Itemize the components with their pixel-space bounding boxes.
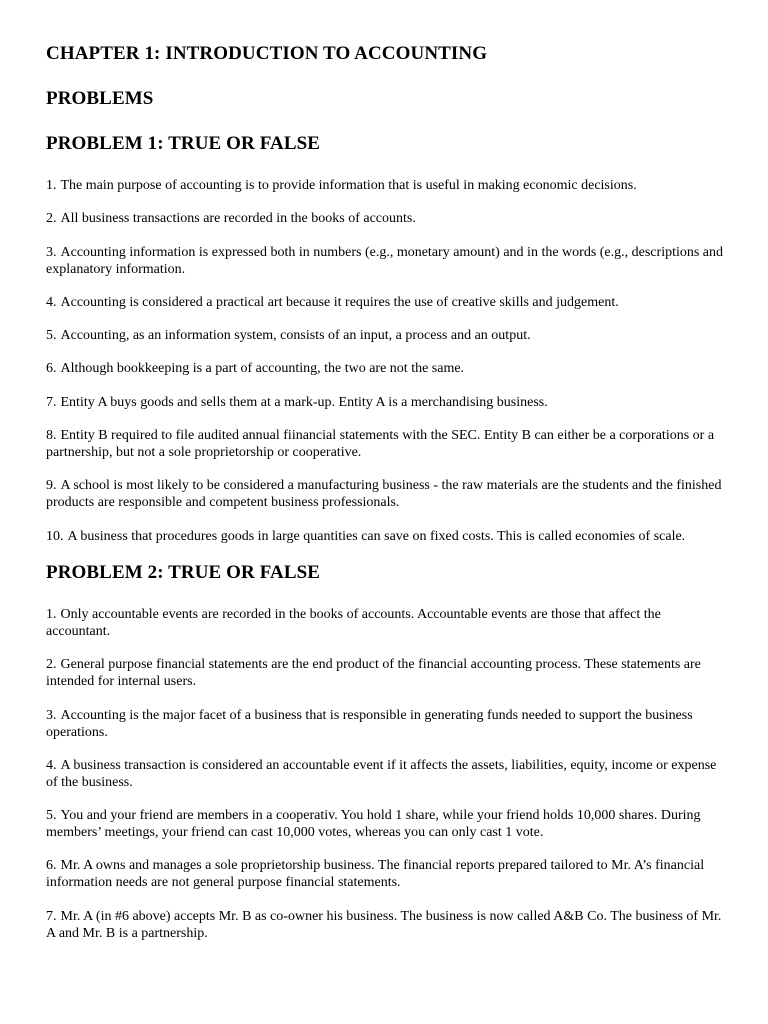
item-text: Although bookkeeping is a part of accounting, the two are not the same. — [60, 361, 465, 377]
item-number: 8. — [46, 428, 57, 444]
item-number: 5. — [46, 808, 57, 824]
section-label: PROBLEMS — [46, 88, 154, 109]
problem-2-section — [46, 561, 722, 942]
item-number: 2. — [46, 211, 57, 227]
item-number: 7. — [46, 394, 57, 410]
item-number: 3. — [46, 707, 57, 723]
list-item — [46, 294, 724, 311]
item-text: Accounting is the major facet of a business that is responsible in generating funds needed to support the business operations. — [46, 707, 693, 740]
item-number: 4. — [46, 757, 57, 773]
item-number: 2. — [46, 657, 57, 673]
item-number: 6. — [46, 361, 57, 377]
problem-2-heading: PROBLEM 2: TRUE OR FALSE — [46, 561, 321, 583]
list-item — [46, 327, 724, 344]
list-item — [46, 177, 724, 194]
list-item — [46, 528, 724, 545]
list-item — [46, 606, 724, 640]
list-item — [46, 807, 724, 841]
list-item — [46, 360, 724, 377]
item-text: A school is most likely to be considered a manufacturing business - the raw materials are the students and the finished products are responsible and competent business professionals. — [46, 478, 722, 511]
item-text: Only accountable events are recorded in the books of accounts. Accountable events are those that affect the accountant. — [46, 606, 661, 639]
list-item — [46, 394, 724, 411]
item-number: 3. — [46, 244, 57, 260]
item-number: 4. — [46, 294, 57, 310]
list-item — [46, 210, 724, 227]
item-text: Mr. A (in #6 above) accepts Mr. B as co-owner his business. The business is now called A&B Co. The business of Mr. A and Mr. B is a partnership. — [46, 908, 722, 941]
item-text: Accounting is considered a practical art because it requires the use of creative skills and judgement. — [60, 294, 619, 310]
item-text: Accounting information is expressed both in numbers (e.g., monetary amount) and in the words (e.g., descriptions and explanatory information. — [46, 244, 724, 277]
item-text: General purpose financial statements are the end product of the financial accounting process. These statements are intended for internal users. — [46, 657, 701, 690]
problem-1-list — [46, 177, 722, 545]
item-text: All business transactions are recorded in the books of accounts. — [60, 211, 416, 227]
item-text: Entity B required to file audited annual fiinancial statements with the SEC. Entity B can either be a corporations or a partnership, but not a sole proprietorship or cooperative. — [46, 428, 715, 461]
list-item — [46, 244, 724, 278]
list-item — [46, 656, 724, 690]
item-number: 5. — [46, 328, 57, 344]
list-item — [46, 757, 724, 791]
item-text: Mr. A owns and manages a sole proprietorship business. The financial reports prepared tailored to Mr. A’s financial information needs are not general purpose financial statements. — [46, 858, 705, 891]
item-number: 1. — [46, 606, 57, 622]
list-item — [46, 908, 724, 942]
problem-1-heading: PROBLEM 1: TRUE OR FALSE — [46, 133, 321, 154]
item-text: Entity A buys goods and sells them at a mark-up. Entity A is a merchandising business. — [60, 394, 548, 410]
item-number: 9. — [46, 478, 57, 494]
list-item — [46, 857, 724, 891]
item-number: 10. — [46, 528, 64, 544]
item-text: A business transaction is considered an accountable event if it affects the assets, liabilities, equity, income or expense of the business. — [46, 757, 717, 790]
problem-1-section — [46, 132, 722, 545]
item-text: You and your friend are members in a cooperativ. You hold 1 share, while your friend holds 10,000 shares. During members’ meetings, your friend can cast 10,000 votes, whereas you can only cast 1 vote. — [46, 808, 701, 841]
item-text: The main purpose of accounting is to provide information that is useful in making economic decisions. — [60, 178, 637, 193]
chapter-title: CHAPTER 1: INTRODUCTION TO ACCOUNTING — [46, 43, 488, 64]
item-text: A business that procedures goods in large quantities can save on fixed costs. This is called economies of scale. — [67, 528, 686, 544]
list-item — [46, 707, 724, 741]
problem-2-list — [46, 606, 722, 942]
item-number: 7. — [46, 908, 57, 924]
list-item — [46, 427, 724, 461]
item-text: Accounting, as an information system, consists of an input, a process and an output. — [60, 328, 531, 344]
list-item — [46, 477, 724, 511]
item-number: 6. — [46, 858, 57, 874]
item-number: 1. — [46, 178, 57, 193]
